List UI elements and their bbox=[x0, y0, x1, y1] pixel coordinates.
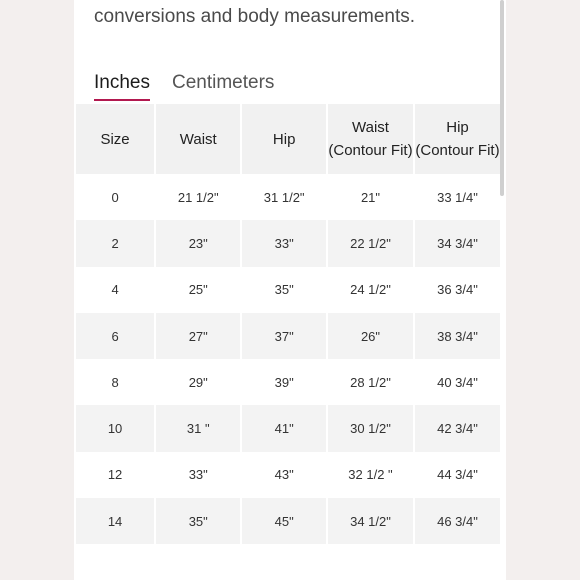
cell-hip: 35" bbox=[242, 267, 326, 313]
intro-text: conversions and body measurements. bbox=[94, 6, 416, 27]
cell-size: 8 bbox=[76, 359, 154, 405]
cell-waist: 27" bbox=[156, 313, 240, 359]
table-row bbox=[76, 267, 500, 313]
cell-hip: 31 1/2" bbox=[242, 174, 326, 220]
scrollbar[interactable] bbox=[500, 0, 504, 196]
cell-waist: 21 1/2" bbox=[156, 174, 240, 220]
cell-waist-contour: 28 1/2" bbox=[328, 359, 413, 405]
cell-waist: 29" bbox=[156, 359, 240, 405]
size-chart-panel bbox=[74, 0, 506, 580]
cell-size: 12 bbox=[76, 452, 154, 498]
header-hip-contour: Hip (Contour Fit) bbox=[415, 104, 500, 174]
table-body bbox=[76, 174, 500, 544]
table-row bbox=[76, 220, 500, 266]
table-row bbox=[76, 313, 500, 359]
header-waist: Waist bbox=[156, 104, 240, 174]
cell-waist: 23" bbox=[156, 220, 240, 266]
cell-waist-contour: 21" bbox=[328, 174, 413, 220]
cell-hip: 41" bbox=[242, 405, 326, 451]
cell-hip-contour: 40 3/4" bbox=[415, 359, 500, 405]
cell-waist-contour: 22 1/2" bbox=[328, 220, 413, 266]
cell-waist-contour: 26" bbox=[328, 313, 413, 359]
table-row bbox=[76, 359, 500, 405]
table-header-row bbox=[76, 104, 500, 174]
cell-hip-contour: 42 3/4" bbox=[415, 405, 500, 451]
cell-size: 0 bbox=[76, 174, 154, 220]
header-waist-contour: Waist (Contour Fit) bbox=[328, 104, 413, 174]
right-margin bbox=[506, 0, 580, 580]
cutoff-heading-fragment bbox=[94, 573, 234, 580]
cell-size: 4 bbox=[76, 267, 154, 313]
table-row bbox=[76, 498, 500, 544]
tab-inches[interactable]: Inches bbox=[94, 72, 150, 98]
cell-waist-contour: 32 1/2 " bbox=[328, 452, 413, 498]
cell-hip-contour: 33 1/4" bbox=[415, 174, 500, 220]
cell-waist-contour: 34 1/2" bbox=[328, 498, 413, 544]
left-margin bbox=[0, 0, 74, 580]
cell-hip: 39" bbox=[242, 359, 326, 405]
cell-hip-contour: 38 3/4" bbox=[415, 313, 500, 359]
cell-waist: 33" bbox=[156, 452, 240, 498]
header-hip: Hip bbox=[242, 104, 326, 174]
cell-waist: 25" bbox=[156, 267, 240, 313]
tab-centimeters[interactable]: Centimeters bbox=[171, 72, 275, 93]
cell-waist-contour: 30 1/2" bbox=[328, 405, 413, 451]
header-size: Size bbox=[76, 104, 154, 174]
cell-size: 10 bbox=[76, 405, 154, 451]
cell-waist: 35" bbox=[156, 498, 240, 544]
unit-tabs bbox=[94, 72, 274, 98]
cell-hip-contour: 36 3/4" bbox=[415, 267, 500, 313]
cell-hip-contour: 34 3/4" bbox=[415, 220, 500, 266]
cell-hip: 43" bbox=[242, 452, 326, 498]
table-row bbox=[76, 405, 500, 451]
cell-hip: 33" bbox=[242, 220, 326, 266]
table-row bbox=[76, 452, 500, 498]
cell-hip-contour: 46 3/4" bbox=[415, 498, 500, 544]
cell-hip: 37" bbox=[242, 313, 326, 359]
cell-size: 14 bbox=[76, 498, 154, 544]
cell-size: 6 bbox=[76, 313, 154, 359]
cell-waist: 31 " bbox=[156, 405, 240, 451]
cell-waist-contour: 24 1/2" bbox=[328, 267, 413, 313]
table-row bbox=[76, 174, 500, 220]
cell-size: 2 bbox=[76, 220, 154, 266]
cell-hip-contour: 44 3/4" bbox=[415, 452, 500, 498]
size-table bbox=[74, 104, 502, 544]
cell-hip: 45" bbox=[242, 498, 326, 544]
